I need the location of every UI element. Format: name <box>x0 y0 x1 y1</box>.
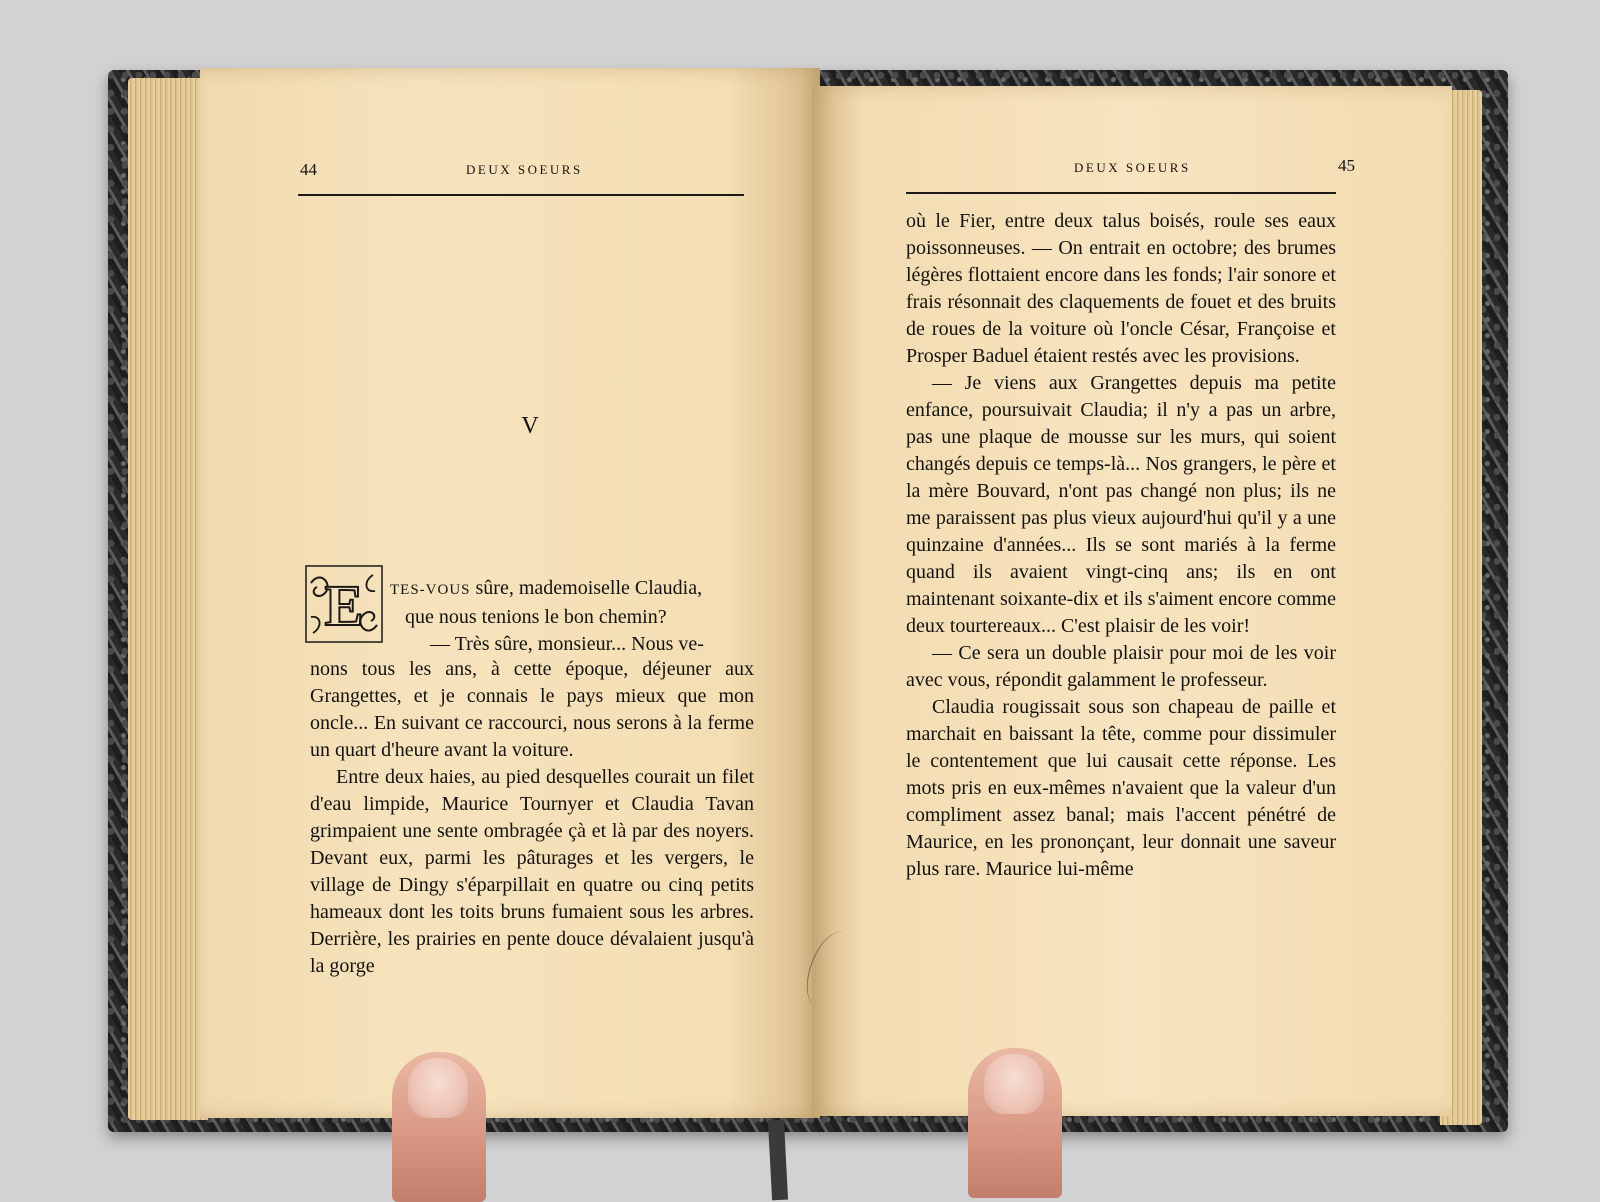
left-thumbnail <box>408 1058 468 1118</box>
left-paragraph-1: nons tous les ans, à cette époque, déjeuner aux Grangettes, et je connais le pays mieux que mon oncle... En suivant ce raccourci, nous serons à la ferme un quart d'heure avant la voiture. <box>310 658 754 761</box>
chapter-numeral: V <box>521 413 539 439</box>
right-body-text <box>906 208 1336 883</box>
right-paragraph-4: Claudia rougissait sous son chapeau de paille et marchait en baissant la tête, comme pour dissimuler le contentement que lui causait cette réponse. Les mots pris en eux-mêmes n'avaient que la valeur d'un compliment assez banal; mais l'accent pénétré de Maurice, en les prononçant, leur donnait une saveur plus rare. Maurice lui-même <box>906 696 1336 880</box>
right-paragraph-2: — Je viens aux Grangettes depuis ma petite enfance, poursuivait Claudia; il n'y a pas un arbre, pas une plaque de mousse sur les murs, qui soient changés depuis ce temps-là... Nos grangers, le père et la mère Bouvard, n'ont pas changé non plus; ils ne me paraissent pas plus vieux aujourd'hui qu'il y a une quinzaine d'années... Ils se sont mariés à la ferme quand ils avaient vingt-cinq ans; ils en ont maintenant soixante-dix et ils s'aiment encore comme deux tourtereaux... C'est plaisir de les voir! <box>906 372 1336 637</box>
running-head-right: DEUX SOEURS <box>1074 160 1191 175</box>
opening-line-1 <box>310 575 754 604</box>
opening-lines <box>310 575 754 658</box>
left-page <box>200 68 820 1118</box>
drop-cap-letter: E <box>324 573 364 638</box>
header-rule-right <box>906 192 1336 194</box>
right-page <box>812 86 1452 1116</box>
left-thumb <box>392 1052 486 1202</box>
header-rule-left <box>298 194 744 196</box>
opening-line-3: — Très sûre, monsieur... Nous ve- <box>430 633 704 655</box>
right-thumb <box>968 1048 1062 1198</box>
right-thumbnail <box>984 1054 1044 1114</box>
opening-small-caps: TES-VOUS <box>390 582 471 598</box>
opening-line-2: que nous tenions le bon chemin? <box>405 606 667 628</box>
page-number-right: 45 <box>1338 156 1355 175</box>
right-paragraph-1: où le Fier, entre deux talus boisés, roule ses eaux poissonneuses. — On entrait en octobre; des brumes légères flottaient encore dans les fonds; l'air sonore et frais résonnait des claquements de fouet et des bruits de roues de la voiture où l'oncle César, Françoise et Prosper Baduel étaient restés avec les provisions. <box>906 210 1336 367</box>
left-body-text <box>310 656 754 980</box>
right-paragraph-3: — Ce sera un double plaisir pour moi de les voir avec vous, répondit galamment le professeur. <box>906 642 1336 691</box>
page-number-left: 44 <box>300 160 317 179</box>
opening-line-1-text: sûre, mademoiselle Claudia, <box>470 577 703 599</box>
running-head-left: DEUX SOEURS <box>466 162 583 177</box>
left-paragraph-2: Entre deux haies, au pied desquelles courait un filet d'eau limpide, Maurice Tournyer et Claudia Tavan grimpaient une sente ombragée çà et là par des noyers. Devant eux, parmi les pâturages et les vergers, le village de Dingy s'éparpillait en quatre ou cinq petits hameaux dont les toits bruns fumaient sous les arbres. Derrière, les prairies en pente douce dévalaient jusqu'à la gorge <box>310 766 754 977</box>
page-edges-left <box>128 78 208 1120</box>
